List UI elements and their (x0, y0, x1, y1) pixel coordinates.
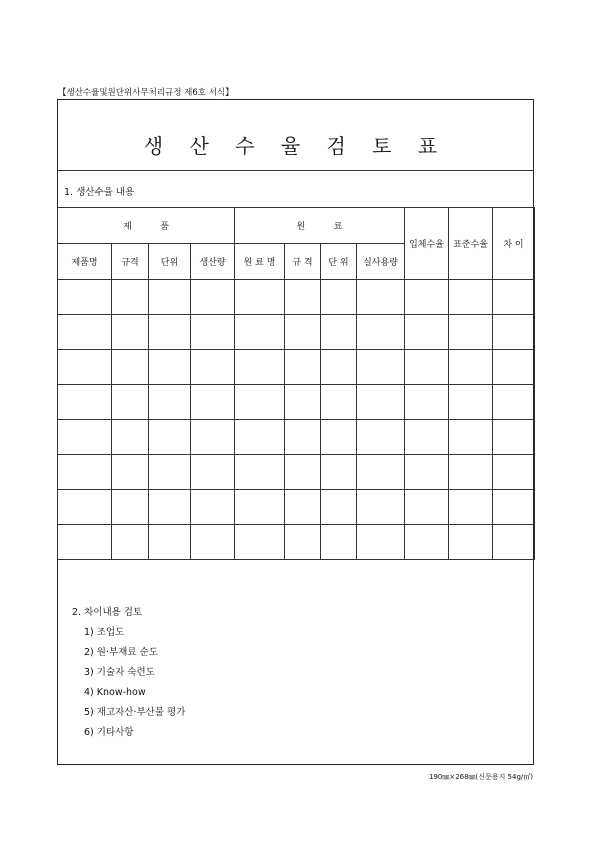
table-cell[interactable] (112, 315, 149, 350)
review-item: 4) Know-how (84, 687, 146, 698)
table-cell[interactable] (285, 315, 321, 350)
table-cell[interactable] (149, 455, 191, 490)
review-item: 5) 재고자산·부산물 평가 (84, 707, 186, 718)
table-cell[interactable] (191, 315, 235, 350)
table-cell[interactable] (493, 490, 535, 525)
table-cell[interactable] (235, 490, 285, 525)
table-cell[interactable] (321, 455, 357, 490)
review-item: 1) 조업도 (84, 627, 125, 638)
header-difference: 차 이 (493, 208, 535, 280)
header-product-unit: 단위 (149, 244, 191, 280)
table-cell[interactable] (449, 490, 493, 525)
table-row (58, 420, 535, 455)
table-cell[interactable] (493, 420, 535, 455)
table-cell[interactable] (112, 350, 149, 385)
header-material-name: 원 료 명 (235, 244, 285, 280)
table-cell[interactable] (58, 385, 112, 420)
review-item: 6) 기타사항 (84, 727, 134, 738)
table-cell[interactable] (285, 490, 321, 525)
table-cell[interactable] (321, 420, 357, 455)
group-header-material: 원 료 (235, 208, 405, 244)
table-row (58, 490, 535, 525)
table-cell[interactable] (235, 420, 285, 455)
table-row (58, 525, 535, 560)
table-cell[interactable] (58, 525, 112, 560)
table-cell[interactable] (58, 315, 112, 350)
table-cell[interactable] (149, 280, 191, 315)
regulation-label: 【생산수율및원단위사무처리규정 제6호 서식】 (58, 88, 234, 98)
header-actual-usage: 실사용량 (357, 244, 405, 280)
table-cell[interactable] (112, 280, 149, 315)
table-cell[interactable] (321, 525, 357, 560)
table-cell[interactable] (149, 315, 191, 350)
table-cell[interactable] (285, 420, 321, 455)
table-cell[interactable] (149, 385, 191, 420)
table-cell[interactable] (191, 385, 235, 420)
table-cell[interactable] (357, 280, 405, 315)
table-cell[interactable] (493, 350, 535, 385)
table-cell[interactable] (112, 525, 149, 560)
table-cell[interactable] (285, 350, 321, 385)
table-cell[interactable] (493, 455, 535, 490)
header-standard-yield: 표준수율 (449, 208, 493, 280)
table-cell[interactable] (149, 490, 191, 525)
title-box (58, 100, 533, 171)
table-cell[interactable] (112, 490, 149, 525)
table-cell[interactable] (235, 455, 285, 490)
section1-heading: 1. 생산수율 내용 (64, 187, 135, 198)
table-cell[interactable] (58, 280, 112, 315)
table-row (58, 455, 535, 490)
table-cell[interactable] (405, 280, 449, 315)
table-row (58, 315, 535, 350)
table-cell[interactable] (449, 385, 493, 420)
table-cell[interactable] (235, 350, 285, 385)
table-cell[interactable] (235, 280, 285, 315)
review-item: 3) 기술자 숙련도 (84, 667, 155, 678)
table-cell[interactable] (449, 455, 493, 490)
table-cell[interactable] (321, 350, 357, 385)
table-cell[interactable] (405, 420, 449, 455)
table-cell[interactable] (357, 525, 405, 560)
table-cell[interactable] (357, 490, 405, 525)
table-cell[interactable] (285, 525, 321, 560)
group-header-product: 제 품 (58, 208, 235, 244)
review-section (72, 603, 185, 743)
table-cell[interactable] (321, 385, 357, 420)
table-cell[interactable] (191, 420, 235, 455)
table-cell[interactable] (449, 280, 493, 315)
table-cell[interactable] (405, 350, 449, 385)
table-cell[interactable] (449, 525, 493, 560)
table-cell[interactable] (191, 490, 235, 525)
table-cell[interactable] (191, 280, 235, 315)
table-cell[interactable] (357, 350, 405, 385)
paper-spec-footer: 190㎜×268㎜(신문용지 54g/㎡) (428, 773, 533, 781)
header-material-unit: 단 위 (321, 244, 357, 280)
table-cell[interactable] (235, 525, 285, 560)
table-cell[interactable] (58, 455, 112, 490)
table-row (58, 350, 535, 385)
table-cell[interactable] (405, 455, 449, 490)
table-row (58, 385, 535, 420)
header-product-name: 제품명 (58, 244, 112, 280)
table-cell[interactable] (405, 385, 449, 420)
table-cell[interactable] (149, 525, 191, 560)
form-title: 생 산 수 율 검 토 표 (143, 134, 448, 158)
table-cell[interactable] (112, 420, 149, 455)
table-cell[interactable] (191, 525, 235, 560)
table-cell[interactable] (58, 420, 112, 455)
table-cell[interactable] (112, 455, 149, 490)
table-cell[interactable] (405, 525, 449, 560)
table-cell[interactable] (235, 385, 285, 420)
table-cell[interactable] (493, 280, 535, 315)
header-production-qty: 생산량 (191, 244, 235, 280)
table-cell[interactable] (405, 315, 449, 350)
table-cell[interactable] (449, 420, 493, 455)
table-cell[interactable] (321, 280, 357, 315)
table-cell[interactable] (112, 385, 149, 420)
table-cell[interactable] (321, 490, 357, 525)
review-item: 2) 원·부재료 순도 (84, 647, 158, 658)
table-cell[interactable] (285, 385, 321, 420)
header-material-spec: 규 격 (285, 244, 321, 280)
table-cell[interactable] (357, 315, 405, 350)
table-cell[interactable] (285, 280, 321, 315)
table-cell[interactable] (191, 350, 235, 385)
table-cell[interactable] (405, 490, 449, 525)
table-cell[interactable] (449, 350, 493, 385)
table-cell[interactable] (493, 385, 535, 420)
header-product-spec: 규격 (112, 244, 149, 280)
table-cell[interactable] (357, 455, 405, 490)
table-cell[interactable] (285, 455, 321, 490)
table-cell[interactable] (191, 455, 235, 490)
table-row (58, 280, 535, 315)
table-cell[interactable] (149, 420, 191, 455)
form-frame (57, 99, 534, 765)
table-cell[interactable] (58, 350, 112, 385)
table-cell[interactable] (321, 315, 357, 350)
review-heading: 2. 차이내용 검토 (72, 607, 143, 618)
table-cell[interactable] (58, 490, 112, 525)
table-cell[interactable] (449, 315, 493, 350)
yield-table (57, 207, 535, 560)
table-cell[interactable] (357, 420, 405, 455)
table-cell[interactable] (493, 315, 535, 350)
table-cell[interactable] (235, 315, 285, 350)
table-cell[interactable] (493, 525, 535, 560)
table-cell[interactable] (149, 350, 191, 385)
table-cell[interactable] (357, 385, 405, 420)
header-actual-yield: 입체수율 (405, 208, 449, 280)
